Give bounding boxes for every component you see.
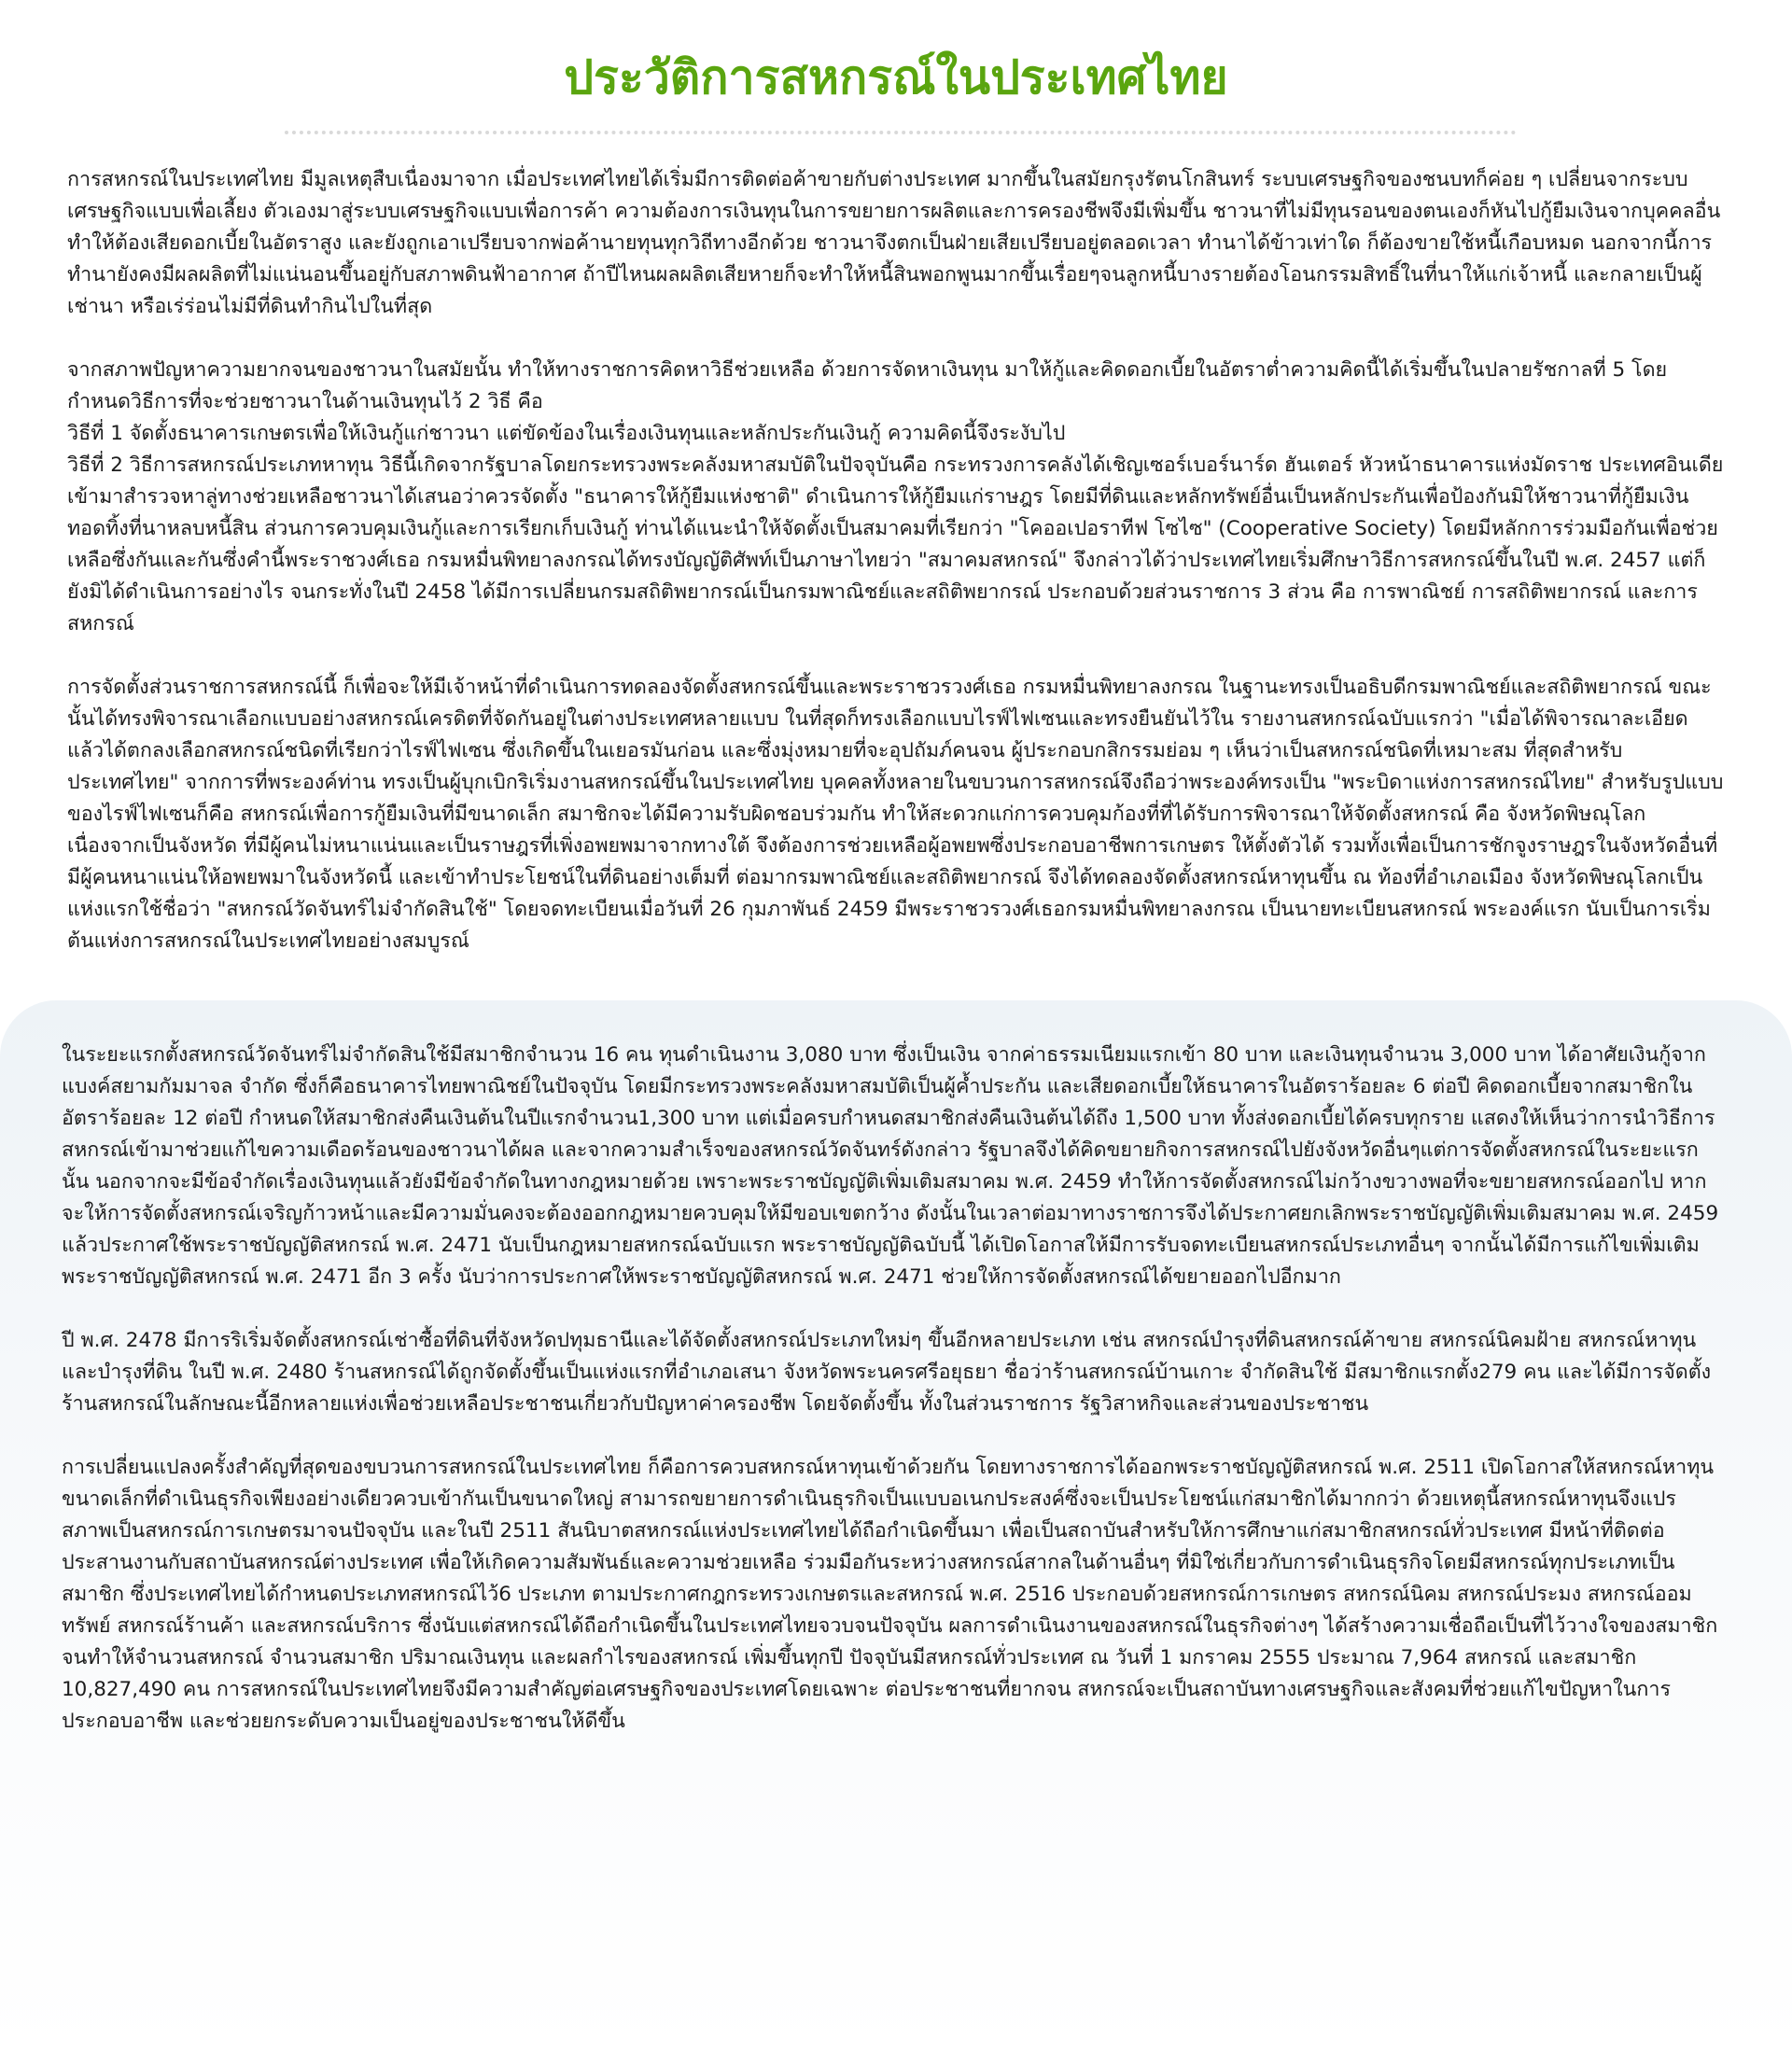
paragraph-origin: การสหกรณ์ในประเทศไทย มีมูลเหตุสืบเนื่องมาจาก เมื่อประเทศไทยได้เริ่มมีการติดต่อค้าขายกับต่างประเทศ มากขึ้นในสมัยกรุงรัตนโกสินทร์ ระบบเศรษฐกิจของชนบทก็ค่อย ๆ เปลี่ยนจากระบบเศรษฐกิจแบบเพื่อเลี้ยง ตัวเองมาสู่ระบบเศรษฐกิจแบบเพื่อการค้า ความต้องการเงินทุนในการขยายการผลิตและการครองชีพจึงมีเพิ่มขึ้น ชาวนาที่ไม่มีทุนรอนของตนเองก็หันไปกู้ยืมเงินจากบุคคลอื่นทำให้ต้องเสียดอกเบี้ยในอัตราสูง และยังถูกเอาเปรียบจากพ่อค้านายทุนทุกวิถีทางอีกด้วย ชาวนาจึงตกเป็นฝ่ายเสียเปรียบอยู่ตลอดเวลา ทำนาได้ข้าวเท่าใด ก็ต้องขายใช้หนี้เกือบหมด นอกจากนี้การทำนายังคงมีผลผลิตที่ไม่แน่นอนขึ้นอยู่กับสภาพดินฟ้าอากาศ ถ้าปีไหนผลผลิตเสียหายก็จะทำให้หนี้สินพอกพูนมากขึ้นเรื่อยๆจนลูกหนี้บางรายต้องโอนกรรมสิทธิ์ในที่นาให้แก่เจ้าหนี้ และกลายเป็นผู้เช่านา หรือเร่ร่อนไม่มีที่ดินทำกินไปในที่สุด <box>67 168 1721 318</box>
paragraph-expansion-2478: ปี พ.ศ. 2478 มีการริเริ่มจัดตั้งสหกรณ์เช่าซื้อที่ดินที่จังหวัดปทุมธานีและได้จัดตั้งสหกรณ์ประเภทใหม่ๆ ขึ้นอีกหลายประเภท เช่น สหกรณ์บำรุงที่ดินสหกรณ์ค้าขาย สหกรณ์นิคมฝ้าย สหกรณ์หาทุนและบำรุงที่ดิน ในปี พ.ศ. 2480 ร้านสหกรณ์ได้ถูกจัดตั้งขึ้นเป็นแห่งแรกที่อำเภอเสนา จังหวัดพระนครศรีอยุธยา ชื่อว่าร้านสหกรณ์บ้านเกาะ จำกัดสินใช้ มีสมาชิกแรกตั้ง279 คน และได้มีการจัดตั้งร้านสหกรณ์ในลักษณะนี้อีกหลายแห่งเพื่อช่วยเหลือประชาชนเกี่ยวกับปัญหาค่าครองชีพ โดยจัดตั้งขึ้น ทั้งในส่วนราชการ รัฐวิสาหกิจและส่วนของประชาชน <box>62 1329 1712 1416</box>
page-title: ประวัติการสหกรณ์ในประเทศไทย <box>564 50 1228 105</box>
paragraph-government-methods: จากสภาพปัญหาความยากจนของชาวนาในสมัยนั้น ทำให้ทางราชการคิดหาวิธีช่วยเหลือ ด้วยการจัดหาเงินทุน มาให้กู้และคิดดอกเบี้ยในอัตราต่ำความคิดนี้ได้เริ่มขึ้นในปลายรัชกาลที่ 5 โดยกำหนดวิธีการที่จะช่วยชาวนาในด้านเงินทุนไว้ 2 วิธี คือ วิธีที่ 1 จัดตั้งธนาคารเกษตรเพื่อให้เงินกู้แก่ชาวนา แต่ขัดข้องในเรื่องเงินทุนและหลักประกันเงินกู้ ความคิดนี้จึงระงับไป วิธีที่ 2 วิธีการสหกรณ์ประเภทหาทุน วิธีนี้เกิดจากรัฐบาลโดยกระทรวงพระคลังมหาสมบัติในปัจจุบันคือ กระทรวงการคลังได้เชิญเซอร์เบอร์นาร์ด ฮันเตอร์ หัวหน้าธนาคารแห่งมัดราช ประเทศอินเดียเข้ามาสำรวจหาลู่ทางช่วยเหลือชาวนาได้เสนอว่าควรจัดตั้ง "ธนาคารให้กู้ยืมแห่งชาติ" ดำเนินการให้กู้ยืมแก่ราษฎร โดยมีที่ดินและหลักทรัพย์อื่นเป็นหลักประกันเพื่อป้องกันมิให้ชาวนาที่กู้ยืมเงินทอดทิ้งที่นาหลบหนี้สิน ส่วนการควบคุมเงินกู้และการเรียกเก็บเงินกู้ ท่านได้แนะนำให้จัดตั้งเป็นสมาคมที่เรียกว่า "โคออเปอราทีฟ โซไซ" (Cooperative Society) โดยมีหลักการร่วมมือกันเพื่อช่วยเหลือซึ่งกันและกันซึ่งคำนี้พระราชวงศ์เธอ กรมหมื่นพิทยาลงกรณได้ทรงบัญญัติศัพท์เป็นภาษาไทยว่า "สมาคมสหกรณ์" จึงกล่าวได้ว่าประเทศไทยเริ่มศึกษาวิธีการสหกรณ์ขึ้นในปี พ.ศ. 2457 แต่ก็ยังมิได้ดำเนินการอย่างไร จนกระทั่งในปี 2458 ได้มีการเปลี่ยนกรมสถิติพยากรณ์เป็นกรมพาณิชย์และสถิติพยากรณ์ ประกอบด้วยส่วนราชการ 3 ส่วน คือ การพาณิชย์ การสถิติพยากรณ์ และการสหกรณ์ <box>67 358 1724 635</box>
paragraph-early-operation: ในระยะแรกตั้งสหกรณ์วัดจันทร์ไม่จำกัดสินใช้มีสมาชิกจำนวน 16 คน ทุนดำเนินงาน 3,080 บาท ซึ่งเป็นเงิน จากค่าธรรมเนียมแรกเข้า 80 บาท และเงินทุนจำนวน 3,000 บาท ได้อาศัยเงินกู้จากแบงค์สยามกัมมาจล จำกัด ซึ่งก็คือธนาคารไทยพาณิชย์ในปัจจุบัน โดยมีกระทรวงพระคลังมหาสมบัติเป็นผู้ค้ำประกัน และเสียดอกเบี้ยให้ธนาคารในอัตราร้อยละ 6 ต่อปี คิดดอกเบี้ยจากสมาชิกในอัตราร้อยละ 12 ต่อปี กำหนดให้สมาชิกส่งคืนเงินต้นในปีแรกจำนวน1,300 บาท แต่เมื่อครบกำหนดสมาชิกส่งคืนเงินต้นได้ถึง 1,500 บาท ทั้งส่งดอกเบี้ยได้ครบทุกราย แสดงให้เห็นว่าการนำวิธีการสหกรณ์เข้ามาช่วยแก้ไขความเดือดร้อนของชาวนาได้ผล และจากความสำเร็จของสหกรณ์วัดจันทร์ดังกล่าว รัฐบาลจึงได้คิดขยายกิจการสหกรณ์ไปยังจังหวัดอื่นๆแต่การจัดตั้งสหกรณ์ในระยะแรกนั้น นอกจากจะมีข้อจำกัดเรื่องเงินทุนแล้วยังมีข้อจำกัดในทางกฎหมายด้วย เพราะพระราชบัญญัติเพิ่มเติมสมาคม พ.ศ. 2459 ทำให้การจัดตั้งสหกรณ์ไม่กว้างขวางพอที่จะขยายสหกรณ์ออกไป หากจะให้การจัดตั้งสหกรณ์เจริญก้าวหน้าและมีความมั่นคงจะต้องออกกฎหมายควบคุมให้มีขอบเขตกว้าง ดังนั้นในเวลาต่อมาทางราชการจึงได้ประกาศยกเลิกพระราชบัญญัติเพิ่มเติมสมาคม พ.ศ. 2459 แล้วประกาศใช้พระราชบัญญัติสหกรณ์ พ.ศ. 2471 นับเป็นกฎหมายสหกรณ์ฉบับแรก พระราชบัญญัติฉบับนี้ ได้เปิดโอกาสให้มีการรับจดทะเบียนสหกรณ์ประเภทอื่นๆ จากนั้นได้มีการแก้ไขเพิ่มเติมพระราชบัญญัติสหกรณ์ พ.ศ. 2471 อีก 3 ครั้ง นับว่าการประกาศให้พระราชบัญญัติสหกรณ์ พ.ศ. 2471 ช่วยให้การจัดตั้งสหกรณ์ได้ขยายออกไปอีกมาก <box>62 1043 1719 1289</box>
intro-section <box>67 164 1724 957</box>
paragraph-first-cooperative: การจัดตั้งส่วนราชการสหกรณ์นี้ ก็เพื่อจะให้มีเจ้าหน้าที่ดำเนินการทดลองจัดตั้งสหกรณ์ขึ้นและพระราชวรวงศ์เธอ กรมหมื่นพิทยาลงกรณ ในฐานะทรงเป็นอธิบดีกรมพาณิชย์และสถิติพยากรณ์ ขณะนั้นได้ทรงพิจารณาเลือกแบบอย่างสหกรณ์เครดิตที่จัดกันอยู่ในต่างประเทศหลายแบบ ในที่สุดก็ทรงเลือกแบบไรฟ์ไฟเซนและทรงยืนยันไว้ใน รายงานสหกรณ์ฉบับแรกว่า "เมื่อได้พิจารณาละเอียดแล้วได้ตกลงเลือกสหกรณ์ชนิดที่เรียกว่าไรฟ์ไฟเซน ซึ่งเกิดขึ้นในเยอรมันก่อน และซึ่งมุ่งหมายที่จะอุปถัมภ์คนจน ผู้ประกอบกสิกรรมย่อม ๆ เห็นว่าเป็นสหกรณ์ชนิดที่เหมาะสม ที่สุดสำหรับประเทศไทย" จากการที่พระองค์ท่าน ทรงเป็นผู้บุกเบิกริเริ่มงานสหกรณ์ขึ้นในประเทศไทย บุคคลทั้งหลายในขบวนการสหกรณ์จึงถือว่าพระองค์ทรงเป็น "พระบิดาแห่งการสหกรณ์ไทย" สำหรับรูปแบบของไรฟ์ไฟเซนก็คือ สหกรณ์เพื่อการกู้ยืมเงินที่มีขนาดเล็ก สมาชิกจะได้มีความรับผิดชอบร่วมกัน ทำให้สะดวกแก่การควบคุมก้องที่ที่ได้รับการพิจารณาให้จัดตั้งสหกรณ์ คือ จังหวัดพิษณุโลก เนื่องจากเป็นจังหวัด ที่มีผู้คนไม่หนาแน่นและเป็นราษฎรที่เพิ่งอพยพมาจากทางใต้ จึงต้องการช่วยเหลือผู้อพยพซึ่งประกอบอาชีพการเกษตร ให้ตั้งตัวได้ รวมทั้งเพื่อเป็นการชักจูงราษฎรในจังหวัดอื่นที่มีผู้คนหนาแน่นให้อพยพมาในจังหวัดนี้ และเข้าทำประโยชน์ในที่ดินอย่างเต็มที่ ต่อมากรมพาณิชย์และสถิติพยากรณ์ จึงได้ทดลองจัดตั้งสหกรณ์หาทุนขึ้น ณ ท้องที่อำเภอเมือง จังหวัดพิษณุโลกเป็นแห่งแรกใช้ชื่อว่า "สหกรณ์วัดจันทร์ไม่จำกัดสินใช้" โดยจดทะเบียนเมื่อวันที่ 26 กุมภาพันธ์ 2459 มีพระราชวรวงศ์เธอกรมหมื่นพิทยาลงกรณ เป็นนายทะเบียนสหกรณ์ พระองค์แรก นับเป็นการเริ่มต้นแห่งการสหกรณ์ในประเทศไทยอย่างสมบูรณ์ <box>67 676 1724 953</box>
history-section <box>62 1040 1725 1738</box>
title-divider <box>285 131 1517 134</box>
paragraph-modern-era: การเปลี่ยนแปลงครั้งสำคัญที่สุดของขบวนการสหกรณ์ในประเทศไทย ก็คือการควบสหกรณ์หาทุนเข้าด้วยกัน โดยทางราชการได้ออกพระราชบัญญัติสหกรณ์ พ.ศ. 2511 เปิดโอกาสให้สหกรณ์หาทุนขนาดเล็กที่ดำเนินธุรกิจเพียงอย่างเดียวควบเข้ากันเป็นขนาดใหญ่ สามารถขยายการดำเนินธุรกิจเป็นแบบอเนกประสงค์ซึ่งจะเป็นประโยชน์แก่สมาชิกได้มากกว่า ด้วยเหตุนี้สหกรณ์หาทุนจึงแปรสภาพเป็นสหกรณ์การเกษตรมาจนปัจจุบัน และในปี 2511 สันนิบาตสหกรณ์แห่งประเทศไทยได้ถือกำเนิดขึ้นมา เพื่อเป็นสถาบันสำหรับให้การศึกษาแก่สมาชิกสหกรณ์ทั่วประเทศ มีหน้าที่ติดต่อประสานงานกับสถาบันสหกรณ์ต่างประเทศ เพื่อให้เกิดความสัมพันธ์และความช่วยเหลือ ร่วมมือกันระหว่างสหกรณ์สากลในด้านอื่นๆ ที่มิใช่เกี่ยวกับการดำเนินธุรกิจโดยมีสหกรณ์ทุกประเภทเป็นสมาชิก ซึ่งประเทศไทยได้กำหนดประเภทสหกรณ์ไว้6 ประเภท ตามประกาศกฎกระทรวงเกษตรและสหกรณ์ พ.ศ. 2516 ประกอบด้วยสหกรณ์การเกษตร สหกรณ์นิคม สหกรณ์ประมง สหกรณ์ออมทรัพย์ สหกรณ์ร้านค้า และสหกรณ์บริการ ซึ่งนับแต่สหกรณ์ได้ถือกำเนิดขึ้นในประเทศไทยจวบจนปัจจุบัน ผลการดำเนินงานของสหกรณ์ในธุรกิจต่างๆ ได้สร้างความเชื่อถือเป็นที่ไว้วางใจของสมาชิกจนทำให้จำนวนสหกรณ์ จำนวนสมาชิก ปริมาณเงินทุน และผลกำไรของสหกรณ์ เพิ่มขึ้นทุกปี ปัจจุบันมีสหกรณ์ทั่วประเทศ ณ วันที่ 1 มกราคม 2555 ประมาณ 7,964 สหกรณ์ และสมาชิก 10,827,490 คน การสหกรณ์ในประเทศไทยจึงมีความสำคัญต่อเศรษฐกิจของประเทศโดยเฉพาะ ต่อประชาชนที่ยากจน สหกรณ์จะเป็นสถาบันทางเศรษฐกิจและสังคมที่ช่วยแก้ไขปัญหาในการประกอบอาชีพ และช่วยยกระดับความเป็นอยู่ของประชาชนให้ดีขึ้น <box>62 1456 1718 1733</box>
